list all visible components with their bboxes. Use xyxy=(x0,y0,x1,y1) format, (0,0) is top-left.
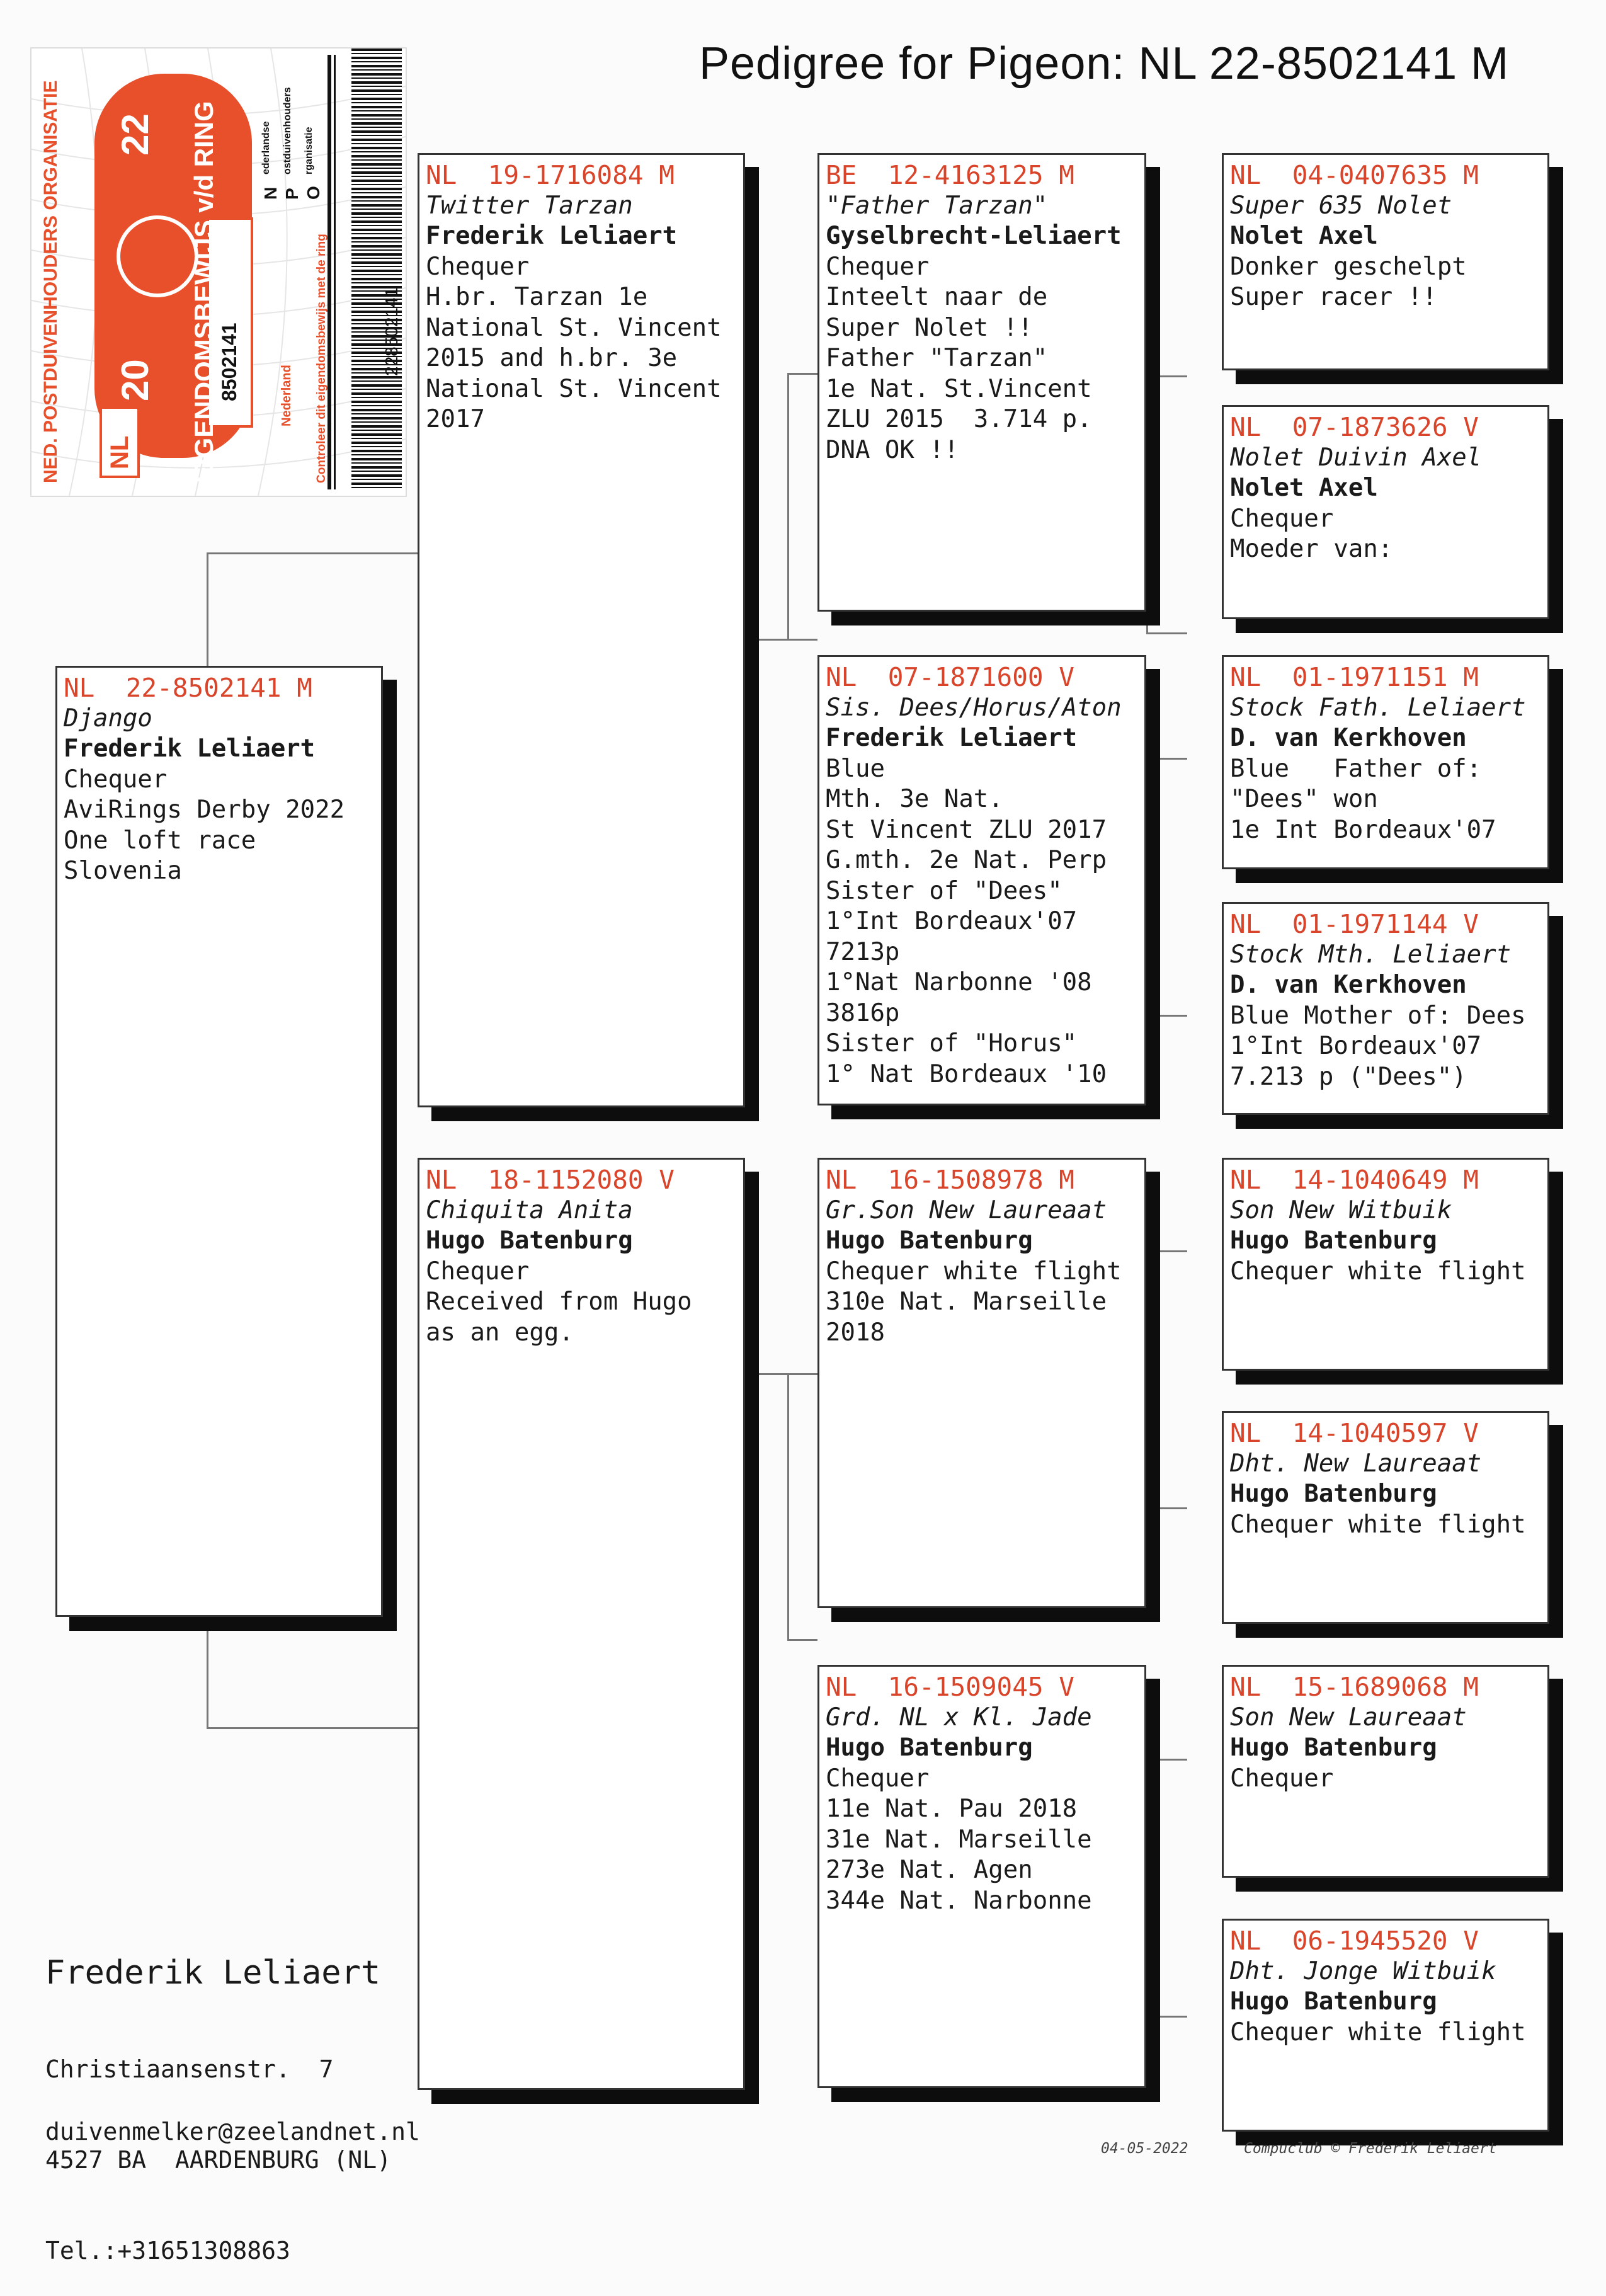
plumage-color: Donker geschelpt xyxy=(1230,252,1467,281)
ring-card-doc: EIGENDOMSBEWIJS v/d RING xyxy=(189,101,219,483)
breeder-email: duivenmelker@zeelandnet.nl xyxy=(45,2118,420,2145)
pigeon-name: Grd. NL x Kl. Jade xyxy=(826,1703,1092,1732)
ring-ownership-card xyxy=(30,47,407,497)
plumage-color: Chequer xyxy=(426,1257,530,1286)
ring-number: NL 07-1873626 V xyxy=(1230,412,1479,442)
owner: Hugo Batenburg xyxy=(1230,1733,1437,1762)
ring-number: NL 01-1971144 V xyxy=(1230,909,1479,939)
note-line: 7213p xyxy=(826,937,900,966)
ring-card-country: NL xyxy=(106,435,134,469)
owner: Hugo Batenburg xyxy=(1230,1987,1437,2016)
great-grandparent-card xyxy=(1222,1411,1549,1624)
note-line: 3816p xyxy=(826,998,900,1027)
ring-number: NL 19-1716084 M xyxy=(426,160,675,190)
breeder-city: 4527 BA AARDENBURG (NL) xyxy=(45,2146,392,2174)
pigeon-name: Dht. New Laureaat xyxy=(1230,1449,1482,1478)
note-line: 2017 xyxy=(426,405,485,433)
note-line: as an egg. xyxy=(426,1318,574,1347)
ring-number: NL 01-1971151 M xyxy=(1230,662,1479,692)
great-grandparent-card xyxy=(1222,1919,1549,2132)
connector xyxy=(744,639,787,641)
ring-card-npo-p: ostduivenhouders xyxy=(282,87,293,174)
note-line: National St. Vincent xyxy=(426,313,722,342)
owner: Hugo Batenburg xyxy=(1230,1480,1437,1508)
note-line: AviRings Derby 2022 xyxy=(64,796,345,824)
ring-card-region: Nederland xyxy=(280,365,293,426)
ring-number: NL 18-1152080 V xyxy=(426,1165,675,1195)
note-line: 1e Int Bordeaux'07 xyxy=(1230,815,1496,844)
owner: Gyselbrecht-Leliaert xyxy=(826,222,1122,250)
note-line: Received from Hugo xyxy=(426,1288,692,1316)
note-line: Inteelt naar de xyxy=(826,283,1048,311)
pigeon-name: Gr.Son New Laureaat xyxy=(826,1196,1107,1225)
note-line: G.mth. 2e Nat. Perp xyxy=(826,846,1107,874)
note-line: Father "Tarzan" xyxy=(826,344,1048,372)
owner: Nolet Axel xyxy=(1230,222,1378,250)
ring-number: NL 22-8502141 M xyxy=(64,673,312,703)
copyright: Compuclub © Frederik Leliaert xyxy=(1244,2140,1497,2157)
owner: D. van Kerkhoven xyxy=(1230,724,1467,752)
grandparent-card xyxy=(817,655,1146,1105)
grandparent-card xyxy=(817,153,1146,612)
plumage-color: Chequer xyxy=(826,252,930,281)
great-grandparent-card xyxy=(1222,902,1549,1115)
note-line: "Dees" won xyxy=(1230,785,1378,813)
ring-card-barcode-text: 228502141 xyxy=(382,287,401,376)
connector xyxy=(1146,1250,1187,1509)
ring-number: NL 16-1508978 M xyxy=(826,1165,1074,1195)
great-grandparent-card xyxy=(1222,655,1549,869)
ring-card-npo-o-letter: O xyxy=(304,186,323,200)
breeder-name: Frederik Leliaert xyxy=(45,1954,381,1992)
pigeon-name: Stock Fath. Leliaert xyxy=(1230,693,1526,722)
connector xyxy=(787,373,817,375)
plumage-color: Blue Father of: xyxy=(1230,754,1482,783)
note-line: 2018 xyxy=(826,1318,885,1347)
pigeon-name: Chiquita Anita xyxy=(426,1196,633,1225)
owner: Hugo Batenburg xyxy=(1230,1226,1437,1255)
connector xyxy=(787,1639,817,1641)
owner: Frederik Leliaert xyxy=(826,724,1078,752)
great-grandparent-card xyxy=(1222,153,1549,370)
pigeon-name: Stock Mth. Leliaert xyxy=(1230,940,1512,969)
ring-card-npo-n-letter: N xyxy=(261,186,280,200)
note-line: Super racer !! xyxy=(1230,283,1437,311)
pigeon-name: Super 635 Nolet xyxy=(1230,191,1452,220)
connector xyxy=(1146,375,1187,634)
grandparent-card xyxy=(817,1665,1146,2088)
ring-number: NL 07-1871600 V xyxy=(826,662,1074,692)
note-line: 2015 and h.br. 3e xyxy=(426,344,678,372)
ring-number: BE 12-4163125 M xyxy=(826,160,1074,190)
ring-number: NL 04-0407635 M xyxy=(1230,160,1479,190)
connector xyxy=(1146,758,1187,1017)
note-line: 1° Nat Bordeaux '10 xyxy=(826,1059,1107,1088)
owner: D. van Kerkhoven xyxy=(1230,971,1467,999)
note-line: 273e Nat. Agen xyxy=(826,1856,1033,1884)
note-line: Slovenia xyxy=(64,857,182,885)
ring-number: NL 16-1509045 V xyxy=(826,1672,1074,1702)
pigeon-name: Sis. Dees/Horus/Aton xyxy=(826,693,1122,722)
pigeon-name: Son New Witbuik xyxy=(1230,1196,1452,1225)
note-line: Moeder van: xyxy=(1230,535,1393,563)
note-line: One loft race xyxy=(64,826,256,855)
plumage-color: Chequer xyxy=(426,252,530,281)
note-line: 1°Nat Narbonne '08 xyxy=(826,968,1092,997)
ring-card-npo-p-letter: P xyxy=(282,188,302,200)
barcode xyxy=(351,49,402,489)
breeder-phone: Tel.:+31651308863 xyxy=(45,2237,290,2265)
ring-card-org: NED. POSTDUIVENHOUDERS ORGANISATIE xyxy=(40,80,61,483)
ring-number: NL 06-1945520 V xyxy=(1230,1926,1479,1956)
pigeon-name: "Father Tarzan" xyxy=(826,191,1048,220)
page-title: Pedigree for Pigeon: NL 22-8502141 M xyxy=(699,38,1510,89)
great-grandparent-card xyxy=(1222,1158,1549,1371)
note-line: 11e Nat. Pau 2018 xyxy=(826,1795,1078,1823)
note-line: Sister of "Dees" xyxy=(826,876,1062,905)
pigeon-name: Twitter Tarzan xyxy=(426,191,633,220)
plumage-color: Chequer white flight xyxy=(1230,1257,1526,1286)
note-line: 1°Int Bordeaux'07 xyxy=(1230,1032,1482,1060)
ring-card-check-text: Controleer dit eigendomsbewijs met de ring xyxy=(315,234,328,483)
note-line: National St. Vincent xyxy=(426,374,722,403)
plumage-color: Blue xyxy=(826,754,885,783)
subject-card xyxy=(55,666,383,1617)
ring-number: NL 14-1040649 M xyxy=(1230,1165,1479,1195)
owner: Frederik Leliaert xyxy=(426,222,678,250)
note-line: DNA OK !! xyxy=(826,435,959,464)
note-line: 31e Nat. Marseille xyxy=(826,1825,1092,1854)
plumage-color: Chequer white flight xyxy=(1230,1510,1526,1539)
great-grandparent-card xyxy=(1222,405,1549,619)
connector xyxy=(787,639,817,641)
pigeon-name: Son New Laureaat xyxy=(1230,1703,1467,1732)
breeder-street: Christiaansenstr. 7 xyxy=(45,2055,334,2083)
ring-number: NL 15-1689068 M xyxy=(1230,1672,1479,1702)
ring-card-number: 8502141 xyxy=(218,323,241,401)
connector xyxy=(787,1373,819,1641)
note-line: Super Nolet !! xyxy=(826,313,1033,342)
plumage-color: Chequer xyxy=(1230,1764,1334,1793)
great-grandparent-card xyxy=(1222,1665,1549,1878)
plumage-color: Chequer white flight xyxy=(1230,2018,1526,2047)
note-line: Sister of "Horus" xyxy=(826,1029,1078,1058)
note-line: 7.213 p ("Dees") xyxy=(1230,1062,1467,1091)
connector xyxy=(744,1373,787,1375)
pigeon-name: Django xyxy=(64,704,152,733)
plumage-color: Blue Mother of: Dees xyxy=(1230,1001,1526,1030)
plumage-color: Chequer xyxy=(1230,504,1334,533)
note-line: St Vincent ZLU 2017 xyxy=(826,815,1107,844)
pigeon-name: Dht. Jonge Witbuik xyxy=(1230,1956,1496,1985)
ring-card-npo-n: ederlandse xyxy=(261,121,271,174)
pigeon-name: Nolet Duivin Axel xyxy=(1230,443,1482,472)
ring-card-year-left: 20 xyxy=(114,359,156,401)
connector xyxy=(787,373,819,639)
note-line: 310e Nat. Marseille xyxy=(826,1288,1107,1316)
note-line: 1°Int Bordeaux'07 xyxy=(826,907,1078,935)
connector xyxy=(1146,1759,1187,2018)
plumage-color: Chequer xyxy=(64,765,168,794)
owner: Frederik Leliaert xyxy=(64,734,316,763)
print-date: 04-05-2022 xyxy=(1101,2140,1188,2157)
grandparent-card xyxy=(817,1158,1146,1608)
parent-card-dam xyxy=(418,1158,745,2090)
note-line: Mth. 3e Nat. xyxy=(826,785,1003,813)
plumage-color: Chequer white flight xyxy=(826,1257,1122,1286)
owner: Nolet Axel xyxy=(1230,474,1378,502)
note-line: H.br. Tarzan 1e xyxy=(426,283,648,311)
note-line: 1e Nat. St.Vincent xyxy=(826,374,1092,403)
note-line: 344e Nat. Narbonne xyxy=(826,1886,1092,1915)
ring-card-year-right: 22 xyxy=(114,113,156,156)
owner: Hugo Batenburg xyxy=(426,1226,633,1255)
parent-card-sire xyxy=(418,153,745,1107)
owner: Hugo Batenburg xyxy=(826,1733,1033,1762)
note-line: ZLU 2015 3.714 p. xyxy=(826,405,1092,433)
ring-number: NL 14-1040597 V xyxy=(1230,1418,1479,1448)
plumage-color: Chequer xyxy=(826,1764,930,1793)
owner: Hugo Batenburg xyxy=(826,1226,1033,1255)
ring-card-npo-o: rganisatie xyxy=(304,127,314,174)
